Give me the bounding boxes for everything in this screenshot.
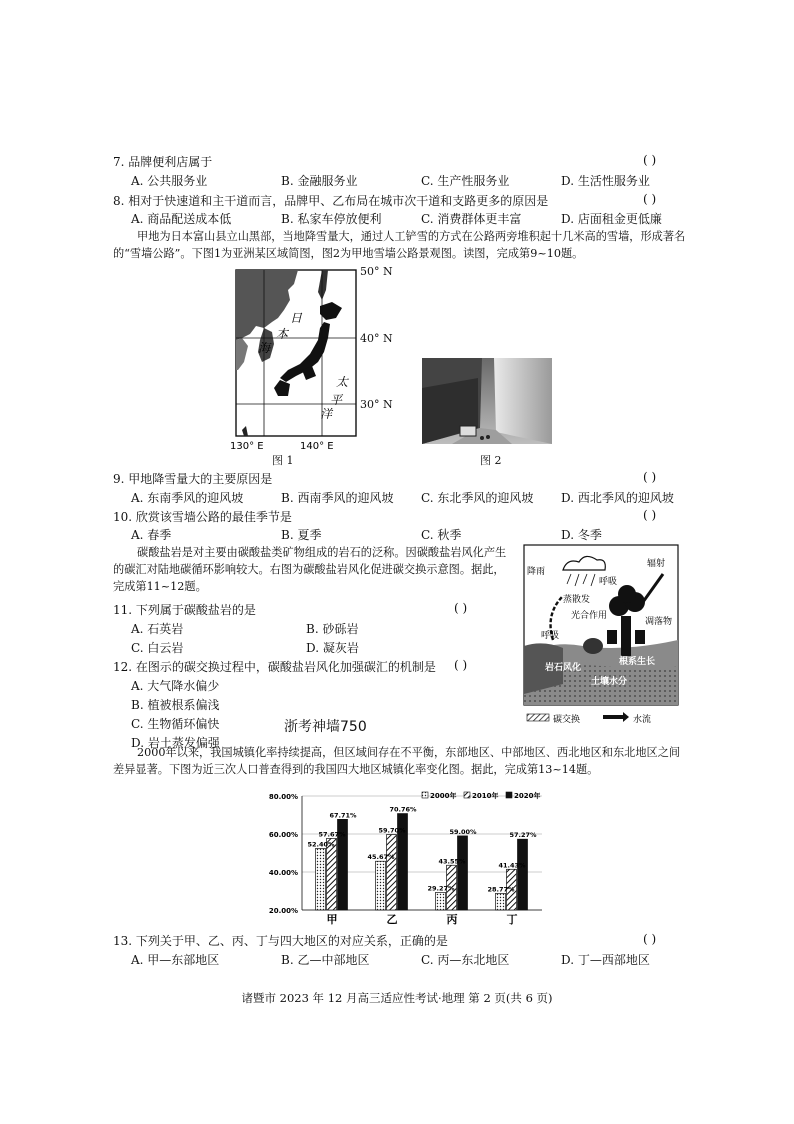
lat-label-50n: 50° N xyxy=(360,265,393,278)
q7-answer-paren: ( ) xyxy=(643,153,657,167)
bar-2020年 xyxy=(518,839,528,910)
q7-option-c: C. 生产性服务业 xyxy=(421,174,510,188)
q11-option-c: C. 白云岩 xyxy=(131,641,184,655)
snow-wall-photo xyxy=(422,358,552,444)
label-radiation: 辐射 xyxy=(647,559,666,569)
label-weathering: 岩石风化 xyxy=(545,663,582,673)
x-category-label: 甲 xyxy=(326,913,338,926)
q12-option-c: C. 生物循环偏快 xyxy=(131,717,220,731)
lat-label-30n: 30° N xyxy=(360,398,393,411)
q9-answer-paren: ( ) xyxy=(643,470,657,484)
q10-option-c: C. 秋季 xyxy=(421,528,462,542)
q9-option-a: A. 东南季风的迎风坡 xyxy=(131,491,244,505)
bar-2000年 xyxy=(436,892,446,910)
legend-label: 2020年 xyxy=(514,792,541,800)
q13-option-d: D. 丁—西部地区 xyxy=(561,953,650,967)
q12-option-d: D. 岩土蒸发偏强 xyxy=(131,736,220,750)
sea-char: 日 xyxy=(290,311,303,325)
label-rain: 降雨 xyxy=(527,567,546,577)
bar-value-label: 59.70% xyxy=(378,826,406,835)
q12-option-b: B. 植被根系偏浅 xyxy=(131,698,220,712)
right-snow-wall xyxy=(494,358,552,444)
q8-option-c: C. 消费群体更丰富 xyxy=(421,212,522,226)
q12-answer-paren: ( ) xyxy=(454,658,468,672)
legend-swatch xyxy=(464,792,470,798)
tree-trunk xyxy=(621,616,631,656)
lon-label-130e: 130° E xyxy=(230,441,264,452)
sea-char: 海 xyxy=(258,341,271,355)
intro-11-12: 碳酸盐岩是对主要由碳酸盐类矿物组成的岩石的泛称。因碳酸盐岩风化产生的碳汇对陆地碳循环影响较大。右图为碳酸盐岩风化促进碳交换示意图。据此，完成第11~12题。 xyxy=(113,546,507,593)
q8-option-a: A. 商品配送成本低 xyxy=(131,212,232,226)
label-root-growth: 根系生长 xyxy=(619,657,656,667)
legend-label: 2010年 xyxy=(472,792,499,800)
q10-stem: 10. 欣赏该雪墙公路的最佳季节是 xyxy=(113,510,292,524)
q8-stem: 8. 相对于快速道和主干道而言，品牌甲、乙布局在城市次干道和支路更多的原因是 xyxy=(113,194,549,208)
x-category-label: 乙 xyxy=(386,913,398,926)
q12-option-a: A. 大气降水偏少 xyxy=(131,679,220,693)
q9-option-b: B. 西南季风的迎风坡 xyxy=(281,491,394,505)
bar-2000年 xyxy=(496,893,506,910)
x-category-label: 丙 xyxy=(446,913,458,926)
label-soil-water: 土壤水分 xyxy=(591,677,628,687)
q7-option-d: D. 生活性服务业 xyxy=(561,174,650,188)
bar-2020年 xyxy=(458,836,468,910)
label-photosynthesis: 光合作用 xyxy=(571,611,608,621)
bar-2010年 xyxy=(387,835,397,910)
q13-option-c: C. 丙—东北地区 xyxy=(421,953,510,967)
q11-option-d: D. 凝灰岩 xyxy=(306,641,359,655)
carbon-exchange-diagram xyxy=(523,544,679,738)
bar-2010年 xyxy=(327,838,337,910)
q7-option-a: A. 公共服务业 xyxy=(131,174,208,188)
bar-value-label: 43.55% xyxy=(438,857,466,866)
q12-stem: 12. 在图示的碳交换过程中，碳酸盐岩风化加强碳汇的机制是 xyxy=(113,660,436,674)
q10-answer-paren: ( ) xyxy=(643,508,657,522)
lon-label-140e: 140° E xyxy=(300,441,334,452)
q13-answer-paren: ( ) xyxy=(643,932,657,946)
legend-swatch xyxy=(506,792,512,798)
y-tick-label: 40.00% xyxy=(268,869,298,877)
q11-option-a: A. 石英岩 xyxy=(131,622,184,636)
legend-carbon-label: 碳交换 xyxy=(553,715,581,725)
q9-option-d: D. 西北季风的迎风坡 xyxy=(561,491,674,505)
figure-1-caption: 图 1 xyxy=(272,454,294,467)
x-category-label: 丁 xyxy=(506,913,518,926)
bar-value-label: 57.27% xyxy=(509,831,537,840)
q8-answer-paren: ( ) xyxy=(643,192,657,206)
watermark-text: 浙考神墙750 xyxy=(284,719,367,735)
bar-value-label: 67.71% xyxy=(329,811,357,820)
bar-2000年 xyxy=(316,848,326,910)
q8-option-b: B. 私家车停放便利 xyxy=(281,212,382,226)
bar-value-label: 59.00% xyxy=(449,827,477,836)
q8-option-d: D. 店面租金更低廉 xyxy=(561,212,662,226)
bus-shape xyxy=(460,426,476,436)
q11-stem: 11. 下列属于碳酸盐岩的是 xyxy=(113,603,256,617)
q7-option-b: B. 金融服务业 xyxy=(281,174,358,188)
legend-swatch xyxy=(422,792,428,798)
legend-water-label: 水流 xyxy=(633,715,652,725)
place-label-jia: 甲 xyxy=(288,348,299,361)
urbanization-bar-chart xyxy=(262,788,562,930)
q10-option-b: B. 夏季 xyxy=(281,528,322,542)
label-evap: 蒸散发 xyxy=(563,595,591,605)
bar-value-label: 29.27% xyxy=(427,884,455,893)
bar-value-label: 70.76% xyxy=(389,805,417,814)
q10-option-a: A. 春季 xyxy=(131,528,172,542)
y-tick-label: 60.00% xyxy=(268,831,298,839)
label-respire-left: 呼吸 xyxy=(541,631,560,641)
q10-option-d: D. 冬季 xyxy=(561,528,602,542)
bar-value-label: 41.43% xyxy=(498,861,526,870)
label-litter: 凋落物 xyxy=(645,617,673,627)
q13-option-a: A. 甲—东部地区 xyxy=(131,953,220,967)
q13-stem: 13. 下列关于甲、乙、丙、丁与四大地区的对应关系，正确的是 xyxy=(113,934,448,948)
legend-label: 2000年 xyxy=(430,792,457,800)
lat-label-40n: 40° N xyxy=(360,332,393,345)
bar-value-label: 28.77% xyxy=(487,885,515,894)
y-tick-label: 80.00% xyxy=(268,793,298,801)
ocean-char: 太 xyxy=(336,375,349,389)
bar-2000年 xyxy=(376,861,386,910)
y-tick-label: 20.00% xyxy=(268,907,298,915)
sea-char: 本 xyxy=(276,327,289,341)
q9-option-c: C. 东北季风的迎风坡 xyxy=(421,491,534,505)
ocean-char: 平 xyxy=(330,393,343,407)
q11-answer-paren: ( ) xyxy=(454,601,468,615)
bar-value-label: 45.67% xyxy=(367,853,395,862)
q9-stem: 9. 甲地降雪量大的主要原因是 xyxy=(113,472,273,486)
label-respire-top: 呼吸 xyxy=(599,577,618,587)
figure-2-caption: 图 2 xyxy=(480,454,502,467)
intro-13-14: 2000年以来，我国城镇化率持续提高，但区域间存在不平衡，东部地区、中部地区、西北地区和东北地区之间差异显著。下图为近三次人口普查得到的我国四大地区城镇化率变化图。据此，完成第13~14题。 xyxy=(113,746,681,776)
intro-9-10: 甲地为日本富山县立山黑部，当地降雪量大，通过人工铲雪的方式在公路两旁堆积起十几米高的雪墙，形成著名的“雪墙公路”。下图1为亚洲某区域简图，图2为甲地雪墙公路景观图。读图，完成第9~10题。 xyxy=(113,230,686,260)
ocean-char: 洋 xyxy=(320,407,333,421)
bar-value-label: 57.67% xyxy=(318,830,346,839)
asia-map-figure xyxy=(228,266,368,462)
q13-option-b: B. 乙—中部地区 xyxy=(281,953,370,967)
bar-value-label: 52.40% xyxy=(307,840,335,849)
legend-carbon-swatch xyxy=(527,714,549,721)
page-footer: 诸暨市 2023 年 12 月高三适应性考试·地理 第 2 页(共 6 页) xyxy=(241,991,553,1005)
q11-option-b: B. 砂砾岩 xyxy=(306,622,359,636)
q7-stem: 7. 品牌便利店属于 xyxy=(113,155,213,169)
